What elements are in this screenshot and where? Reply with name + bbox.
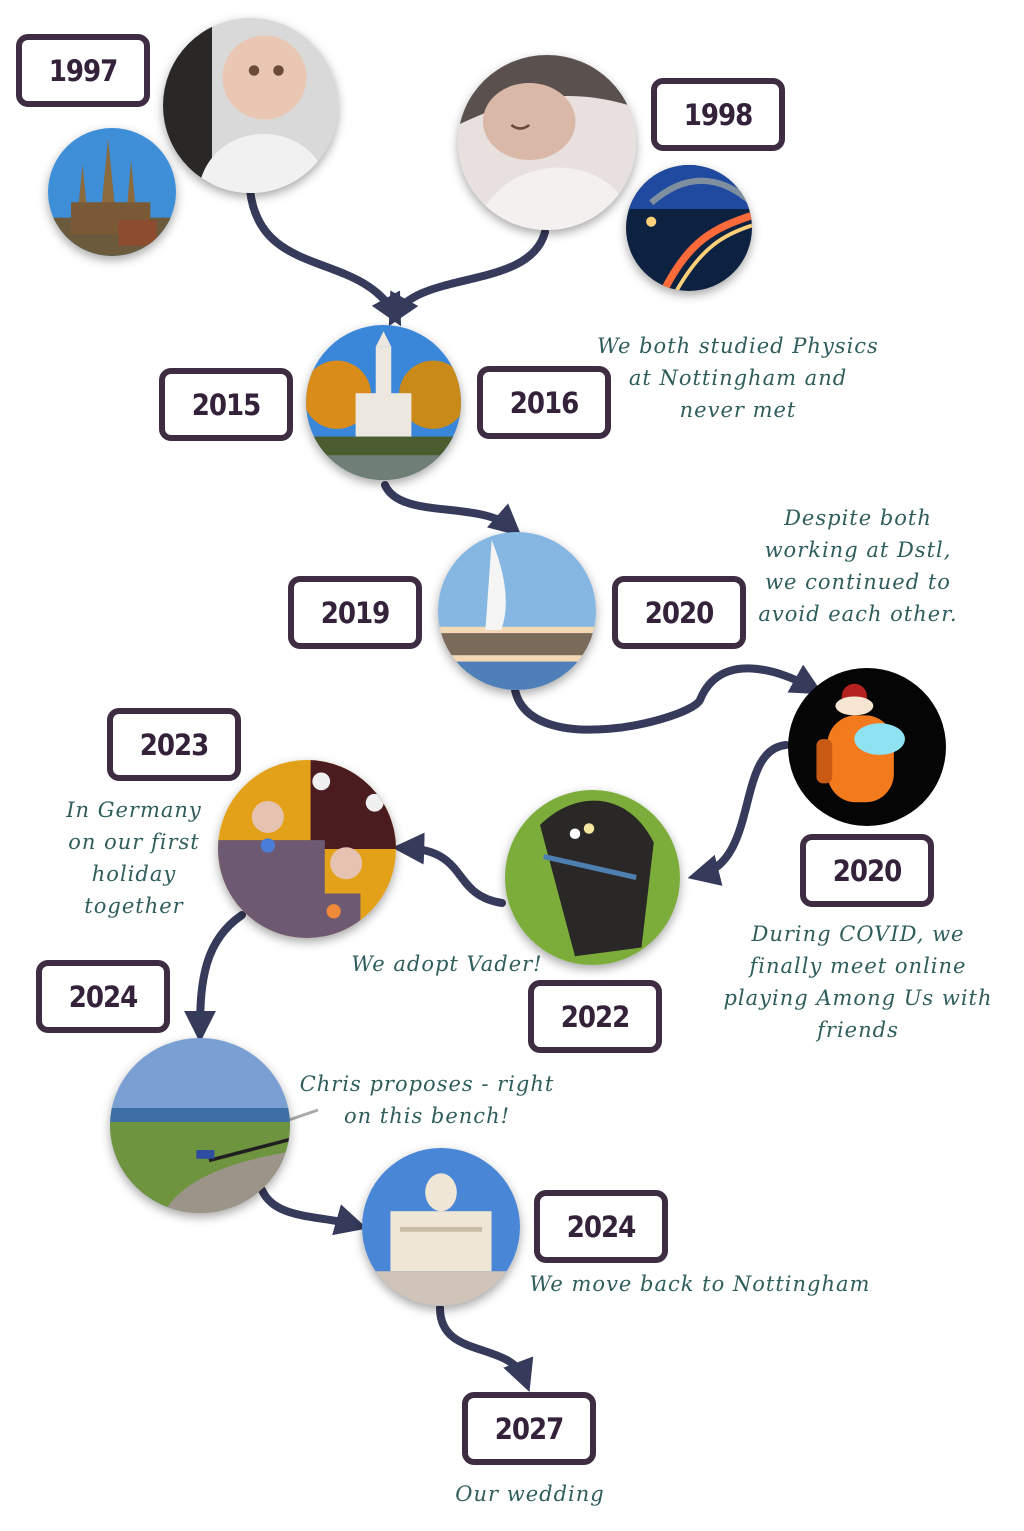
baby-photo-1997 <box>163 18 338 193</box>
arrow-2016-to-2019 <box>385 485 512 528</box>
year-box-2016: 2016 <box>477 366 611 439</box>
caption-physics: We both studied Physics at Nottingham and never met <box>597 334 879 422</box>
caption-covid: During COVID, we finally meet online playing Among Us with friends <box>723 922 993 1042</box>
year-box-2019: 2019 <box>288 576 422 649</box>
year-box-2022: 2022 <box>528 980 662 1053</box>
among-us-icon <box>788 668 946 826</box>
caption-vader: We adopt Vader! <box>351 952 543 976</box>
council-house-photo <box>362 1148 520 1306</box>
arrow-1997-to-2015 <box>250 190 395 315</box>
arrow-council-to-2027 <box>440 1308 525 1380</box>
caption-proposal: Chris proposes - right on this bench! <box>299 1072 555 1128</box>
arrow-2023-to-2024 <box>200 915 242 1030</box>
spinnaker-tower-photo <box>438 532 596 690</box>
baby-photo-1998 <box>458 55 636 230</box>
year-box-2027: 2027 <box>462 1392 596 1465</box>
caption-germany: In Germany on our first holiday together <box>66 798 202 918</box>
year-box-2023: 2023 <box>107 708 241 781</box>
germany-holiday-photo <box>218 760 396 938</box>
caption-move-back: We move back to Nottingham <box>529 1272 871 1296</box>
year-box-2024-proposal: 2024 <box>36 960 170 1033</box>
caption-wedding: Our wedding <box>455 1482 605 1506</box>
year-box-2020-dstl: 2020 <box>612 576 746 649</box>
arrow-2020-to-2022 <box>700 745 786 875</box>
year-box-1997: 1997 <box>16 34 150 107</box>
year-box-2024-move: 2024 <box>534 1190 668 1263</box>
year-box-1998: 1998 <box>651 78 785 151</box>
arrow-2019-to-2020 <box>515 668 812 729</box>
arrow-2024-to-council <box>262 1190 355 1225</box>
arrow-1998-to-2015 <box>395 232 545 315</box>
university-building-photo <box>306 325 461 480</box>
coast-bench-photo <box>110 1038 290 1213</box>
cathedral-photo <box>48 128 176 256</box>
dog-vader-photo <box>505 790 680 965</box>
caption-dstl: Despite both working at Dstl, we continued to avoid each other. <box>758 506 958 626</box>
bridge-night-photo <box>626 165 752 291</box>
year-box-2015: 2015 <box>159 368 293 441</box>
arrow-2022-to-2023 <box>405 848 502 903</box>
year-box-2020-covid: 2020 <box>800 834 934 907</box>
